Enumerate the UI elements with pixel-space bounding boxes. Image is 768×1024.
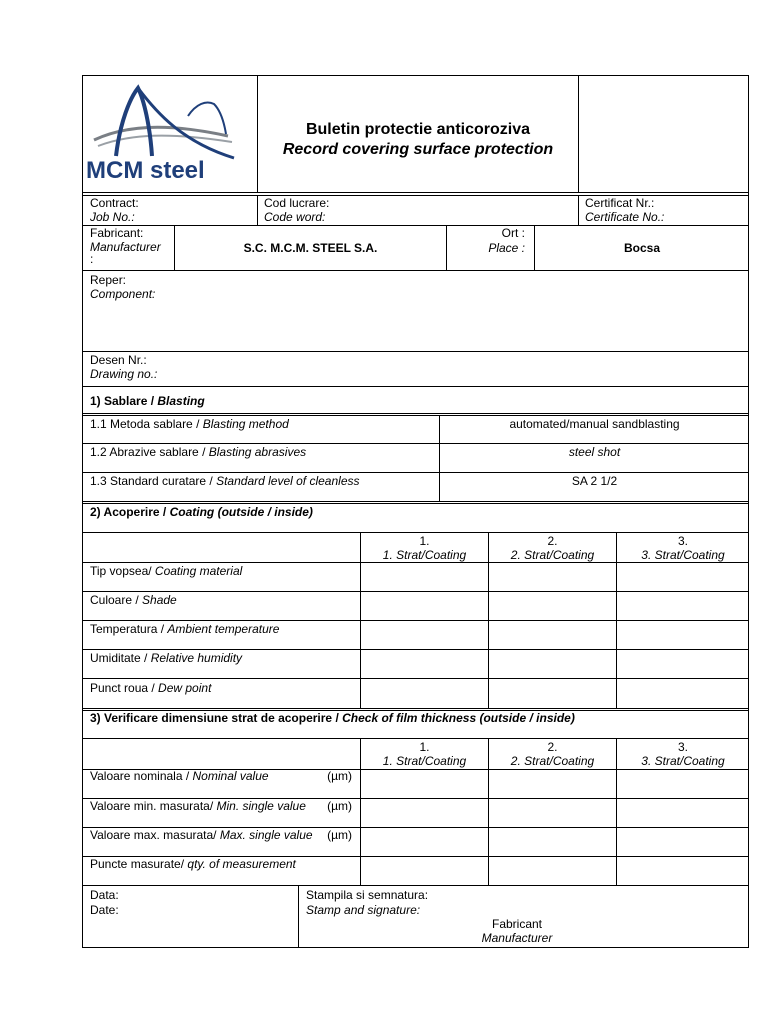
thickness-row-label: Valoare min. masurata/ Min. single value xyxy=(90,799,306,813)
drawing-label-en: Drawing no.: xyxy=(90,367,158,381)
thickness-col-label: 3. Strat/Coating xyxy=(641,754,725,768)
coating-row-label: Punct roua / Dew point xyxy=(90,681,212,695)
coating-col-number: 3. xyxy=(677,534,688,548)
title-english: Record covering surface protection xyxy=(282,141,554,158)
section-coating-heading: 2) Acoperire / Coating (outside / inside) xyxy=(90,505,313,519)
code-word-label: Code word: xyxy=(264,210,326,224)
manufacturer-colon: : xyxy=(90,252,94,266)
coating-col-label: 3. Strat/Coating xyxy=(641,548,725,562)
blasting-row-label: 1.2 Abrazive sablare / Blasting abrasives xyxy=(90,445,307,459)
thickness-col-number: 1. xyxy=(419,740,430,754)
thickness-col-number: 3. xyxy=(677,740,688,754)
section-blasting-heading: 1) Sablare / Blasting xyxy=(90,394,205,408)
blasting-row-label: 1.3 Standard curatare / Standard level of cleanless xyxy=(90,474,360,488)
date-label-en: Date: xyxy=(90,903,119,917)
coating-row-label: Tip vopsea/ Coating material xyxy=(90,564,243,578)
drawing-label: Desen Nr.: xyxy=(90,353,147,367)
section-thickness-heading: 3) Verificare dimensiune strat de acoperire / Check of film thickness (outside / inside) xyxy=(90,711,575,725)
component-label: Reper: xyxy=(90,273,127,287)
place-label: Ort : xyxy=(501,226,525,240)
component-label-en: Component: xyxy=(90,287,156,301)
coating-col-label: 2. Strat/Coating xyxy=(510,548,595,562)
date-label: Data: xyxy=(90,888,119,902)
coating-row-label: Temperatura / Ambient temperature xyxy=(90,622,280,636)
stamp-label-en: Stamp and signature: xyxy=(306,903,421,917)
thickness-row-unit: (µm) xyxy=(327,769,352,783)
thickness-col-number: 2. xyxy=(547,740,558,754)
thickness-col-label: 1. Strat/Coating xyxy=(382,754,467,768)
coating-col-number: 1. xyxy=(419,534,430,548)
certificate-no-label: Certificate No.: xyxy=(585,210,665,224)
thickness-row-label: Valoare nominala / Nominal value xyxy=(90,769,269,783)
contract-label: Contract: xyxy=(90,196,139,210)
place-value: Bocsa xyxy=(623,241,661,255)
blasting-row-value: steel shot xyxy=(568,445,621,459)
job-no-label: Job No.: xyxy=(90,210,135,224)
logo-wordmark: MCM steel xyxy=(86,157,205,184)
thickness-col-label: 2. Strat/Coating xyxy=(510,754,595,768)
thickness-row-unit: (µm) xyxy=(327,799,352,813)
stamp-label: Stampila si semnatura: xyxy=(306,888,429,902)
blasting-row-value: SA 2 1/2 xyxy=(571,474,618,488)
coating-row-label: Culoare / Shade xyxy=(90,593,177,607)
thickness-row-unit: (µm) xyxy=(327,828,352,842)
certificate-label: Certificat Nr.: xyxy=(585,196,655,210)
blasting-row-label: 1.1 Metoda sablare / Blasting method xyxy=(90,417,289,431)
title-romanian: Buletin protectie anticoroziva xyxy=(305,121,531,138)
code-label: Cod lucrare: xyxy=(264,196,330,210)
company-logo xyxy=(86,82,246,184)
coating-col-number: 2. xyxy=(547,534,558,548)
thickness-row-label: Valoare max. masurata/ Max. single value xyxy=(90,828,313,842)
manufacturer-label: Fabricant: xyxy=(90,226,144,240)
signer-label-en: Manufacturer xyxy=(481,931,553,945)
blasting-row-value: automated/manual sandblasting xyxy=(509,417,680,431)
signer-label: Fabricant xyxy=(491,917,543,931)
coating-row-label: Umiditate / Relative humidity xyxy=(90,651,243,665)
place-label-en: Place : xyxy=(488,241,525,255)
manufacturer-label-en: Manufacturer xyxy=(90,240,161,254)
thickness-row-label: Puncte masurate/ qty. of measurement xyxy=(90,857,296,871)
manufacturer-value: S.C. M.C.M. STEEL S.A. xyxy=(243,241,378,255)
coating-col-label: 1. Strat/Coating xyxy=(382,548,467,562)
